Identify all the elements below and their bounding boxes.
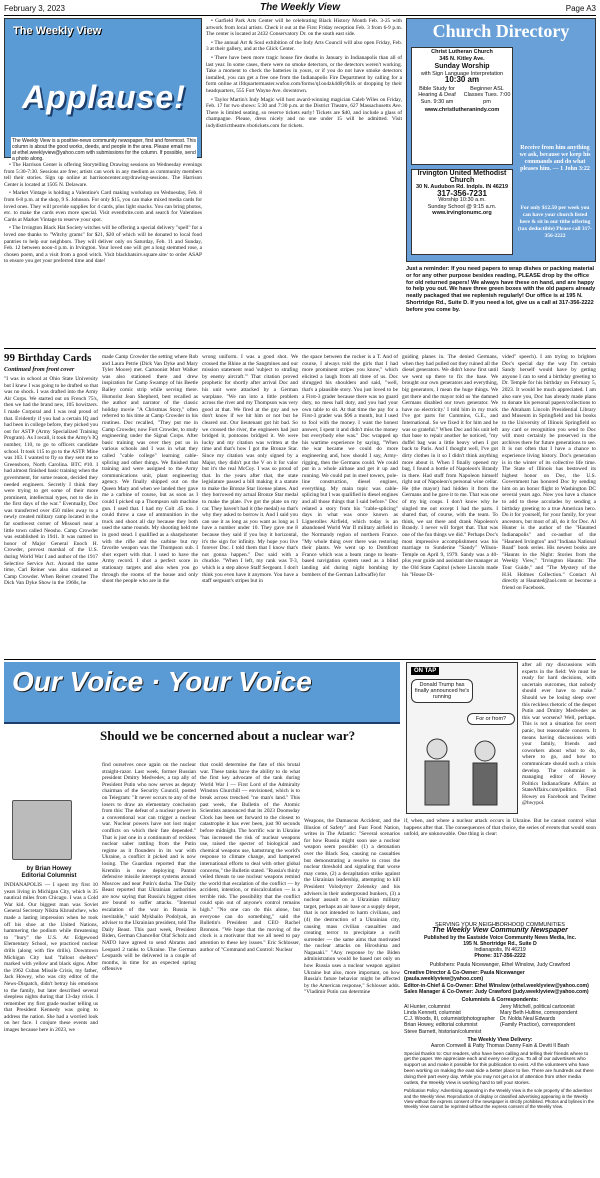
applause-item: • Garfield Park Arts Center will be celebrating Black History Month Feb. 3-25 with artwork from local artists. Check it out at the First Friday reception Feb. 3 from 6-9 p.m. The center is located at 2432 Conservatory Dr. on the south east side.	[206, 18, 402, 38]
article-column: "I was in school at Ohio State University but I knew I was going to be drafted so that was no shock. I was drafted into the Army Air Corps. We started out on French 75's, then we had the brand new, 105 howitzers. I made Corporal and I was real proud of that. Evidently if you had a certain IQ and had been in college before, they picked you out for ASTP (Army Specialized Training Program). As I recall, it took the Army's IQ number, 110, to go to officers candidate school. It took 115 to go to the ASTP. Mine was 103. I wanted to fly so they sent me to Greensboro, North Carolina. BTC #10. I had almost finished basic training when the government, for some reason, decided they needed engineers. Secretly I think they were trying to get some of their more prominent, intellectual types, not to die in the first days of the war." Eventually, Doc was transferred over 450 miles away to a newly created military camp located in the far southwest corner of Missouri near a little town called Neosho. Camp Crowder was established in 1941. It was named in honor of Major General Enoch H. Crowder, provost marshal of the U.S. during World War I and author of the 1917 Selective Service Act. Around the same time, Carl Reiner was also stationed at Camp Crowder. When Reiner created The Dick Van Dyke Show in the 1960s, he	[4, 376, 98, 587]
listing-promo: For only $12.50 per week you can have your church listed here & sit in our tithe offering (tax deductible) Please call 317-356-2222	[518, 205, 592, 239]
opinion-column: find ourselves once again on the nuclear straight-razor. Last week, former Russian president Dmitry Medvedev, a top ally of President Putin who now serves as deputy chairman of the Security Council, posted on Telegram: "It never occurs to any of the losers to draw an elementary conclusion from this: The defeat of a nuclear power in a conventional war can trigger a nuclear war. Nuclear powers have not lost major conflicts on which their fate depended." That is just one in a continuum of reckless nuclear saber rattling from the Putin regime as it flounders in its war with Ukraine, a conflict it picked and is now losing. The Guardian reported that the Kremlin is now deploying Pantsir defensive missile intercept systems around Moscow and near Putin's dacha. The Daily Beast reported that Ukrainian authorities are now saying that Russia's biggest cities are bound to suffer attacks. "Internal escalation of the war in Russia is inevitable," said Mykhailo Podolyak, an adviser to the Ukrainian president, told The Daily Beast. This past week, President Biden, German Chancellor Olaf Scholz and NATO have agreed to send Abrams and Leopard 2 tanks to Ukraine. The German Leopards will be delivered in a couple of months, in time for an expected spring offensive	[102, 762, 196, 973]
applause-column-1	[4, 162, 202, 348]
contributor: Steve Barnett, historian/columnist	[404, 1028, 482, 1035]
divider	[4, 722, 400, 724]
author-name: by Brian Howey	[26, 866, 72, 872]
applause-item: • There have been more tragic house fire deaths in January in Indianapolis than all of last year. In some cases, there were no smoke detectors, or the detectors weren't working. Take a moment to check the batteries in yours, or if you do not have smoke detectors installed, you can get a free one from the Indianapolis Fire Department by calling for a form online at ifdquartermaster.wufoo.com/forms/q1oo4zk4d0y9h1k or dropping by their headquarters, 555 Fort Wayne Ave. downtown.	[206, 54, 402, 94]
contributor: Mary Beth Hultine, correspondent	[500, 1009, 578, 1016]
contributor: Brian Howey, editorial columnist	[404, 1022, 478, 1029]
speech-bubble: Donald Trump has finally announced he's running	[411, 679, 473, 703]
contributor: Al Hunter, columnist	[404, 1003, 451, 1010]
church-name: Christ Lutheran Church	[431, 49, 493, 55]
political-cartoon	[406, 662, 518, 814]
applause-item: • The Harrison Center is offering Storytelling Drawing sessions on Wednesday evenings from 5:30-7:30. Sessions are free; artists can work in any medium as community members tell their stories. Sign up online at harrisoncenter.org/drawing-sessions. The Harrison Center is located at 1505 N. Delaware.	[4, 162, 202, 188]
role-line: Creative Director & Co-Owner: Paula Nicewanger (paula.weeklyview@yahoo.com)	[404, 970, 525, 983]
article-headline: 99 Birthday Cards	[4, 352, 92, 364]
worship-heading: Sunday Worship	[434, 63, 490, 70]
article-column: vided" speech). I am trying to brighten Doc's special day the way I'm certain Sandy herself would have by getting anyone I can to send a birthday greeting to Dr. Temple for his birthday on February 5, 2023. It would be much appreciated. I am also sure you, Doc has already made plans to donate his personal papers/collections to the Abraham Lincoln Presidential Library and Museum in Springfield and his books to the University of Illinois Springfield so any card or recognition you send to Doc will most certainly be preserved in the archives there for future generations to see. It is not often that I have a chance to experience living history. Doc's generation is in the winter of its collective life time. The State of Illinois has bestowed its highest honor on Doc, the U.S. Government has honored Doc by sending him on an honor flight to Washington DC several years ago. Now you have a chance to add to these accolades by sending a birthday greeting to a true American hero. Do it for yourself, for your family, for your ancestors, but most of all, do it for Doc. Al Hunter is the author of the "Haunted Indianapolis" and co-author of the "Haunted Irvington" and "Indiana National Road" book series. His newest books are "Haunts in the Night: Stories from the Weekly View," "Irvington Haunts: The Tour Guide," and "The Mystery of the H.H. Holmes Collection." Contact Al directly at Haunted@aol.com or become a friend on Facebook.	[502, 354, 596, 591]
worship-time: Worship 10:30 a.m.	[438, 197, 486, 203]
church-phone: 317-356-7231	[437, 188, 487, 198]
church-directory	[406, 18, 596, 262]
contributor: Dr. Nolda Neal Edwards	[500, 1016, 556, 1023]
divider	[4, 348, 596, 349]
scripture-verse: Receive from him anything we ask, because we keep his commands and do what pleases him. — 1 John 3:22	[519, 145, 591, 172]
church-directory-title: Church Directory	[432, 21, 570, 41]
article-column: the space between the rocker is a T. And of course, I always told the girls that I had more prominent stripes you know," which elicited a laugh from all three of us. Doc shrugged his shoulders and said, "well, that's a plausible story. You just loved to be a First-3 grader because there was no guard duty, no mess hall duty, and you had your own table to sit. At that time the pay for a First-3 grader was $96 a month, but I used to fool with the money. I want the honest answer, I spent it and didn't miss the money but everybody else was." Doc wrapped up his wartime experience by saying, "When the war became we could do more engineering and, how should I say, Army-rigging, then the Germans could. We could put in a whole airbase and get it up and running. We could put in steel towers, pole-line construction, diesel engines, everything. My main topic was cable-splicing but I was qualified in diesel engines and all those things that I said before." Doc related a story from his "cable-splicing" days in what was once known as Lignerolles Airfield, which today is an abandoned World War II military airfield in the Normandy region of northern France. "My whole thing over there was restoring their plants. We went up to Domfront France which was a beam range to beam-based navigation system used as a blind landing aid during night bombing by bombers of the German Luftwaffe) for	[302, 354, 398, 578]
asl-classes: Beginner ASL Classes Tues. 7:00 pm	[463, 85, 511, 105]
page-number: Page A3	[565, 4, 596, 13]
sunday-school: Sunday School @ 9:15 a.m.	[427, 203, 497, 210]
publisher-line: Published by the Eastside Voice Community News Media, Inc.	[423, 934, 577, 941]
cartoon-figures-icon	[415, 733, 511, 811]
applause-column-2	[206, 18, 402, 348]
divider	[4, 659, 596, 660]
opinion-column: after all my discussions with experts in the field: We must be ready for hard decisions, with uncertain outcomes, that nobody should ever have to make." Should we be losing sleep over this reckless rhetoric of the despot Putin and Dmitry Medvedev as this war worsens? Well, perhaps. This is not a situation for overt panic, but reasonable concern. It means having discussions with your family, friends and coworkers about what to do, where to go, and how to communicate should such a crisis develop. The columnist is managing editor of Howey Politics Indiana/State Affairs at StateAffairs.com/politics. Find Howey on Facebook and Twitter @hwypol.	[522, 662, 596, 807]
church-address: 345 N. Kitley Ave.	[439, 55, 485, 62]
office-address: 195 N. Shortridge Rd., Suite D	[463, 940, 537, 947]
applause-masthead: The Weekly View	[13, 25, 102, 37]
paper-title: The Weekly View Community Newspaper	[432, 927, 568, 935]
opinion-column: if, when, and where a nuclear attack occurs in Ukraine. But he cannot control what happens after that. The consequences of that choice, the series of events that would soon unfold, are unknowable. One thing is clear:	[404, 818, 596, 838]
applause-title: Applause!	[22, 79, 186, 115]
delivery-heading: The Weekly View Delivery:	[467, 1037, 533, 1044]
cartoon-side	[522, 662, 596, 814]
role-line: Editor-in-Chief & Co-Owner: Ethel Winslow (ethel.weeklyview@yahoo.com)	[404, 982, 589, 989]
serving-line: SERVING YOUR NEIGHBORHOOD COMMUNITIES	[435, 922, 565, 928]
applause-item: • Taylor Martin's Indy Magic will host award-winning magician Caleb Wiles on Friday, Feb. 17 for two shows: 5:30 and 7:30 p.m. at the District Theatre, 627 Massachusetts Ave. There is limited seating, so reserve tickets early! Tickets are $40, and include a glass of champagne. Please, dress nicely and no one under 15 will be admitted. Visit indydistricttheatre.vbotickets.com for tickets.	[206, 96, 402, 129]
author-photo	[12, 800, 72, 860]
church-website: www.christlutheranindy.com	[424, 107, 500, 113]
role-line: Sales Manager & Co-Owner: Judy Crawford (judy.weeklyview@yahoo.com)	[404, 988, 589, 995]
applause-item: • The annual Art & Soul exhibition of the Indy Arts Council will also open Friday, Feb. 3 at their gallery, and at the Glick Center.	[206, 39, 402, 53]
applause-banner	[4, 18, 202, 162]
contributor: Linda Kennett, columnist	[404, 1009, 461, 1016]
church-address: 30 N. Audubon Rd. Indpls. IN 46219	[415, 184, 509, 190]
opinion-column: INDIANAPOLIS — I spent my first 10 years living in Michigan City, which is 35 nautical miles from Chicago. I was a Cold War kid. Our biggest man was Soviet General Secretary Nikita Khrushchev, who made a lasting impression when he took off his shoe at the United Nations, hammering the podium while threatening to "bury" the U.S. At Edgewood Elementary School, we practiced nuclear drills (along with fire drills). Downtown Michigan City had "fallout shelters" marked with yellow and black signs. After the 1962 Cuban Missile Crisis, my father, Jack Howey, who was city editor of the News-Dispatch, didn't betray his emotions to the family, but later described several sleepless nights during that 13-day crisis. I remember my first grade teacher telling us that President Kennedy was going to address the nation. She had a worried look on her face. I conjure these events and images because here in 2023, we	[4, 882, 98, 1034]
office-city: Indianapolis, IN 46219	[474, 947, 526, 954]
applause-item: • The Irvington Black Hat Society witches will be offering a special delivery "spell" for a loved one thanks to "Witchy grams" for $21, $20 of which will be donated to local food pantries to help our neighbors. They will deliver only on Saturday, Feb. 11 and Sunday, Feb. 12 between noon-4 p.m. in Irvington. Your loved one will get a long stemmed rose, a chosen poem, and a visit from a good witch. Visit blackhatsirv.square.site/ to order ASAP to ensure you get your preferred time and date!	[4, 225, 202, 265]
page-header	[4, 2, 596, 16]
publishers: Publishers: Paula Nicewanger, Ethel Winslow, Judy Crawford	[429, 961, 571, 968]
opinion-headline: Should we be concerned about a nuclear war?	[100, 728, 356, 743]
papers-notice: Just a reminder: If you need papers to wrap dishes or packing material or for any other purpose besides reading, PLEASE drop by the office for old returned papers! We always have these on hand, and are happy to help you out. We have three green boxes with the old papers already neatly packaged that we replenish regularly! Our office is at 195 N. Shortridge Rd., Suite D. If you need a lot, give us a call at 317-356-2222 before you come by.	[406, 266, 596, 313]
byline	[4, 866, 94, 880]
staff-box	[404, 922, 596, 1110]
speech-bubble: For or from?	[467, 713, 515, 725]
applause-item: • Market Vintage is holding a Valentine's Card making workshop on Wednesday, Feb. 8 from 6-8 p.m. at the shop, 9 S. Johnson. For only $15, you can make mixed media cards for loved ones. They will provide supplies for 4 cards, plus light snacks. You can bring photos, etc. to make the cards even more special. Visit eventbrite.com and search for Valentines Cards at Market Vintage to reserve your spot.	[4, 190, 202, 223]
our-voice-banner	[4, 662, 400, 722]
irvington-umc-ad	[411, 169, 513, 255]
cartoon-tag: ON TAP	[411, 667, 439, 675]
worship-note: with Sign Language Interpretation	[420, 70, 504, 77]
bible-study: Bible Study for Hearing & Deaf Sun. 9:30 am	[418, 85, 456, 105]
applause-note: The Weekly View is a positive-news community newspaper, first and foremost. This column is about the good works, deeds, and people in the area. Please email me at ethel.weeklyview@yahoo.com with submissions for the column. If possible, send a photo along.	[12, 138, 196, 162]
church-website: www.irvingtonumc.org	[432, 210, 492, 216]
worship-time: 10:30 am	[444, 75, 480, 84]
church-name: Irvington United Methodist Church	[417, 170, 507, 184]
christ-lutheran-ad	[411, 47, 513, 165]
contributors-heading: Columnists & Correspondents:	[461, 997, 539, 1004]
our-voice-title: Our Voice · Your Voice	[12, 666, 312, 697]
office-phone: Phone: 317-356-2222	[474, 953, 526, 960]
article-column: wrong uniform. I was a good shot. We crossed the Rhine at the Sangmines and our mission statement read 'subject to strafing by enemy aircraft.'" That citation proved prophetic for shortly after arrival Doc and his unit were attacked by a German warplane. "We ran into a little problem across the river and my Thompson was very good at that. We fired at the guy and we don't know if we hit him or not but he cleared out. Our lieutenant got hit bad. So we crossed the river, the engineers had just bridged it, pontoons bridged it. We were lucky and my citation was written at the time and that's how I got the Bronze Star. Since my citation was only signed by a Major, they didn't put the V on it for valor but it's the real McCoy. I was so proud of that. In the years after that, the state legislature passed a bill making it a statute to make the Bronze Star license plates. And they borrowed my actual Bronze Star medal to make the plate. I've got the plate on my car. They haven't had it (the medal) so that's why they asked to borrow it. And I said you can use it as long as you want as long as I have a number under 10. They gave me 8 because they said if you buy it horizontal, it's the sign for infinity. My hope you live forever Doc. I told them that I know that's not gonna happen." Doc said with a chuckle. "When I left, my rank was T-3, which is a step above Staff Sergeant. I don't think you even have it anymore. You have a staff sergeant's stripes but in	[202, 354, 298, 585]
special-thanks: Special thanks to: Our readers, who have been calling and telling their friends where to get the paper. We appreciate each and every one of you. To all of our advertisers who support us and make it possible for this publication to exist. All the volunteers who have been working on making the east side a better place to live. There are hundreds out there doing their part every day. While you may not get a lot of attention from other media outlets, the Weekly View is working hard to tell your stories.	[404, 1051, 594, 1086]
contributor: C.J. Woods, III, columnist/photographer	[404, 1016, 496, 1023]
publication-policy: Publication Policy: Advertising appearing in the Weekly View is the sole property of the advertiser and the Weekly View. Reproduction of display or classified advertising appearing in the Weekly View without the express consent of the newspaper is strictly prohibited. Photos and bylines in the Weekly View cannot be reprinted without the express consent of the Weekly View.	[404, 1088, 595, 1110]
article-column: made Camp Crowder the setting where Rob and Laura Petrie (Dick Van Dyke and Mary Tyler Moore) met. Cartoonist Mort Walker was also stationed there and drew inspiration for Camp Swampy of his Beetle Bailey comic strip while serving there. Humorist Jean Shepherd, best recalled as the author and narrator of the classic holiday movie "A Christmas Story," often referred to his time at Camp Crowder in his routines. Doc recalled, "They put me in Camp Crowder, now Fort Crowder, to study engineering under the Signal Corps. After basic training was over they put us in various schools and I was in what they called "cable college" learning cable-splicing and other things. We finished that training and were assigned to the Army communications unit, plant engineering agency. We finally shipped out on the Queen Mary and when we landed they gave me a carbine of course, but as soon as I could I picked up a Thompson sub machine gun. I used that. I had my Colt .45 too. I could throw a case of ammunition in the truck and shoot all day because they both used the same rounds. My shooting held me in good stead. I qualified as a sharpshooter with the rifle and the carbine but my favorite weapon was the Thompson sub. I shot expert with that. I used to have the Army record. I shot a perfect score in stationary targets and also when you go through the rooms of the house and only shoot the people who are in the	[102, 354, 198, 585]
contributor: (Family Practice), correspondent	[500, 1022, 575, 1029]
paper-name: The Weekly View	[259, 2, 341, 13]
article-continued: Continued from front cover	[4, 366, 75, 373]
contributors	[404, 1004, 596, 1035]
opinion-column: Weapons, the Damascus Accident, and the Illusion of Safety" and Fast Food Nation, writes in The Atlantic: "Several scenarios for how Russia might soon use a nuclear weapon seem possible: (1) a detonation over the Black Sea, causing no casualties but demonstrating a resolve to cross the nuclear threshold and signaling that worse may come, (2) a decapitation strike against the Ukrainian leadership, attempting to kill President Volodymyr Zelensky and his advisers in their underground bunkers, (3) a nuclear assault on a Ukrainian military target, perhaps an air base or a supply depot, that is not intended to harm civilians, and (4) the destruction of a Ukrainian city, causing mass civilian casualties and creating terror to precipitate a swift surrender — the same aims that motivated the nuclear attacks on Hiroshima and Nagasaki." "Any response by the Biden administration would be based not only on how Russia uses a nuclear weapon against Ukraine but also, more important, on how Russia's future behavior might be affected by the American response," Schlosser adds. "Vladimir Putin can determine	[304, 818, 400, 996]
author-title: Editorial Columnist	[21, 873, 77, 879]
article-column: guiding planes in. The denied Germans, when they had pulled out they ruined all the diesel generators. We didn't know first until we went up there to fix the base. We brought our own generators and everything, big generators, I mean the huge things. We got there and the mayor told us 'the damned Germans disabled our town generator. We have no electricity.' I told him in my truck I've got parts for Cummins, G.E., and International. So we fixed it for him and he was so grateful." When Doc and his unit left that base to repair another he noticed, "my duffel bag was a little heavy when I got back to Paris. And I thought well, I've got dirty clothes in it so I didn't think anything more about it. When I finally opened my bag, I found a bottle of Napoleon's Brandy in there. Had stuff from Napoleon himself right out of Napoleon's personal wine cellar. He (the mayor) had hidden it from the Germans and he gave it to me. That was one of my big coups. I don't know why he singled me out except I had the parts. I shared that, of course, with the team. To think, we sat there and drank Napoleon's Brandy. I never will forget that. That was one of the fun things we did." Perhaps Doc's most impressive accomplishment was his marriage to Sunderine "Sandy" Wilson-Temple on April 9, 1979. Sandy was a 40-plus year guide and assistant site manager at the Old State Capitol (where Lincoln made his "House Di-	[402, 354, 498, 578]
opinion-column: that could determine the fate of this brutal war. These tanks have the ability to do what the first key advocate of the tank during World War I — First Lord of the Admiralty Winston Churchill — envisioned, which is to break across trenched "no man's land." This past week, the Bulletin of the Atomic Scientists announced that its 2023 Doomsday Clock has been set forward to the closest to catastrophe it has ever been, just 90 seconds before midnight. The horrific war in Ukraine "has increased the risk of nuclear weapons use, raised the specter of biological and chemical weapons use, hamstrung the world's response to climate change, and hampered international efforts to deal with other global concerns," the Bulletin stated. "Russia's thinly veiled threats to use nuclear weapons remind the world that escalation of the conflict — by accident, intention, or miscalculation — is a terrible risk. The possibility that the conflict could spin out of anyone's control remains high." "No one can do this alone, but everyone can do something," said the Bulletin's President and CEO Rachel Bronson. "We hope that the moving of the clock is a motivator that we all need to pay attention to these key issues." Eric Schlosser, author of "Command and Control: Nuclear	[200, 762, 300, 953]
issue-date: February 3, 2023	[4, 4, 65, 13]
delivery-crew: Aaron Cornwell & Patty Thomas Danny Fain & Deviti Il Bash	[430, 1043, 570, 1050]
contributor: Jerry Mitchell, political cartoonist	[500, 1003, 575, 1010]
